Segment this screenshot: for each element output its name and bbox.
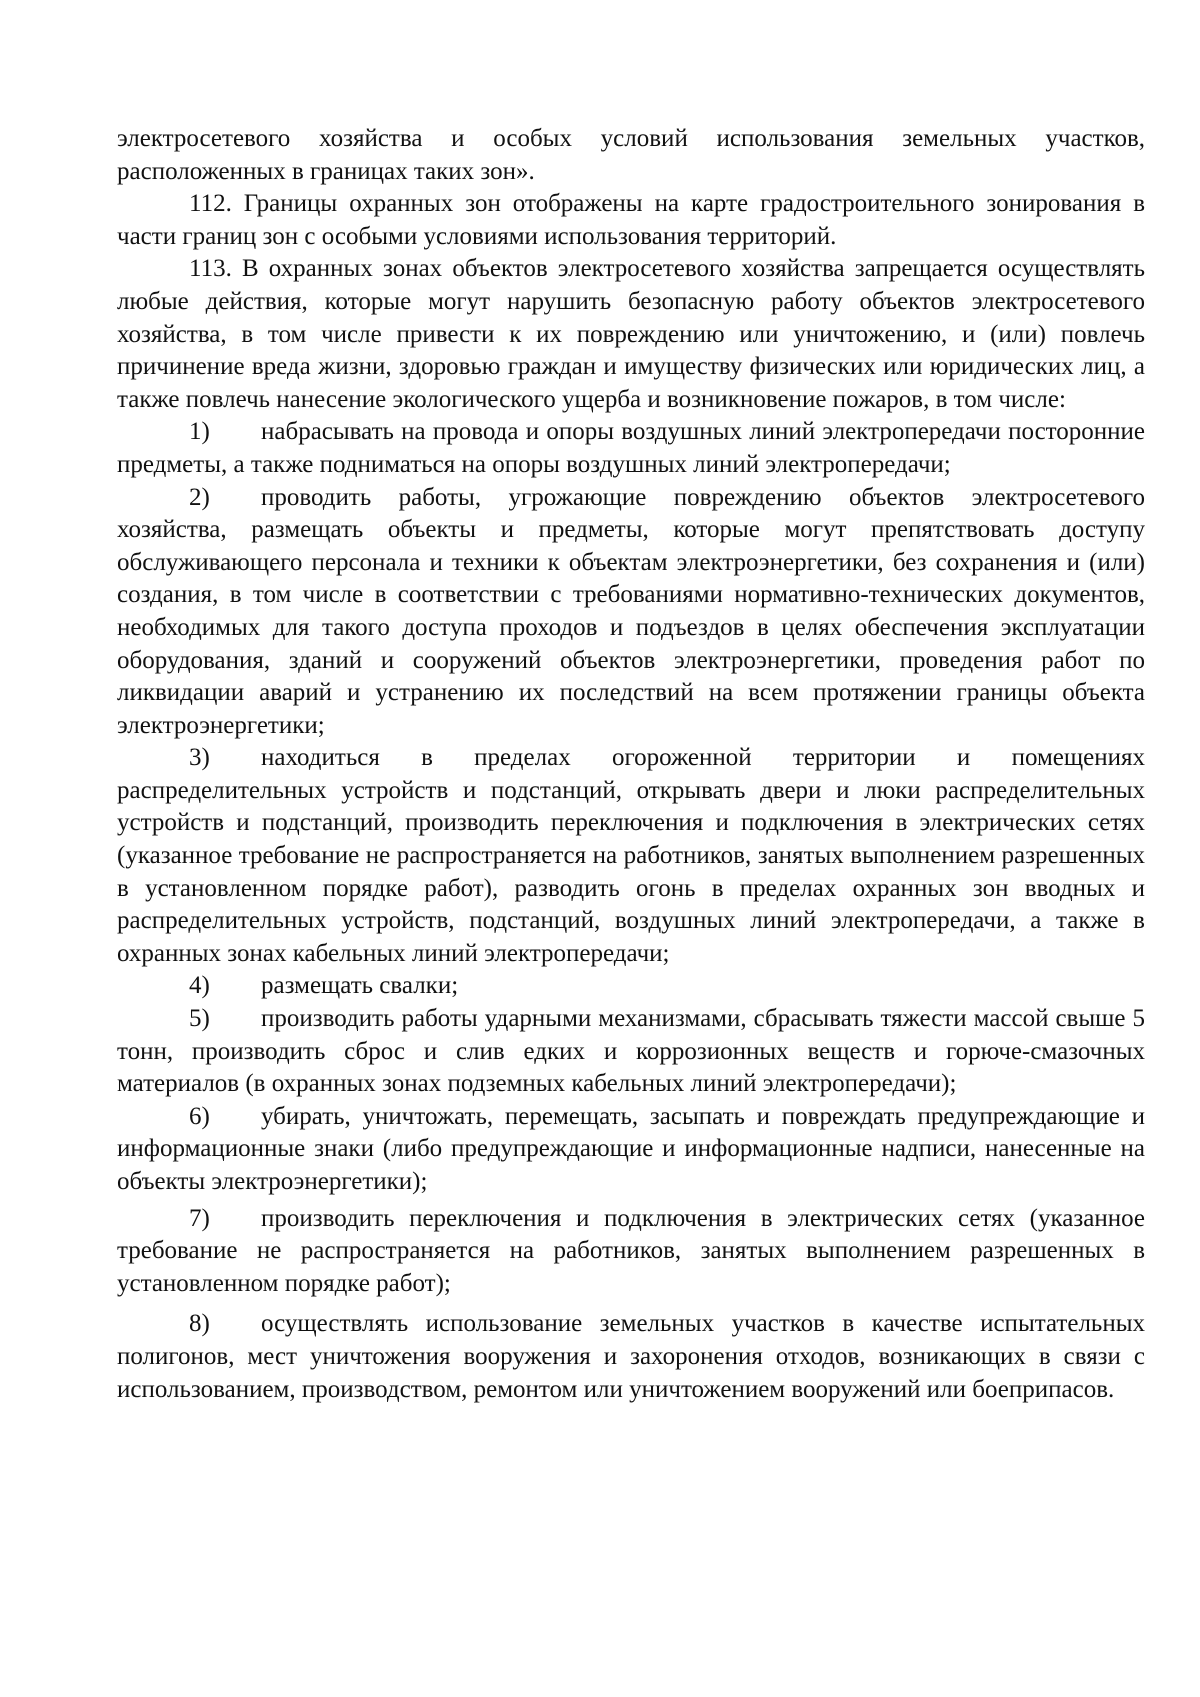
list-item-number: 5): [189, 1005, 210, 1033]
continuation-paragraph: электросетевого хозяйства и особых условий использования земельных участков, расположенных в границах таких зон».: [117, 125, 1145, 185]
document-page: [117, 123, 1145, 1406]
list-item-number: 6): [189, 1102, 210, 1130]
list-item-number: 8): [189, 1310, 210, 1338]
list-item-text: проводить работы, угрожающие повреждению объектов электросетевого хозяйства, размещать объекты и предметы, которые могут препятствовать доступу обслуживающего персонала и техники к объектам электроэнергетики, без сохранения и (или) создания, в том числе в соответствии с требованиями нормативно-технических документов, необходимых для такого доступа проходов и подъездов в целях обеспечения эксплуатации оборудования, зданий и сооружений объектов электроэнергетики, проведения работ по ликвидации аварий и устранению их последствий на всем протяжении границы объекта электроэнергетики;: [117, 483, 1145, 739]
list-item-text: находиться в пределах огороженной территории и помещениях распределительных устройств и подстанций, открывать двери и люки распределительных устройств и подстанций, производить переключения и подключения в электрических сетях (указанное требование не распространяется на работников, занятых выполнением разрешенных в установленном порядке работ), разводить огонь в пределах охранных зон вводных и распределительных устройств, подстанций, воздушных линий электропередачи, а также в охранных зонах кабельных линий электропередачи;: [117, 744, 1145, 967]
list-item-6: [117, 1101, 1145, 1199]
list-item-3: [117, 742, 1145, 970]
list-item-text: убирать, уничтожать, перемещать, засыпать и повреждать предупреждающие и информационные знаки (либо предупреждающие и информационные надписи, нанесенные на объекты электроэнергетики);: [117, 1102, 1145, 1195]
list-item-4: [117, 970, 1145, 1003]
list-item-number: 2): [189, 483, 210, 511]
list-item-2: [117, 482, 1145, 743]
list-item-number: 4): [189, 972, 210, 1000]
list-item-text: производить переключения и подключения в электрических сетях (указанное требование не распространяется на работников, занятых выполнением разрешенных в установленном порядке работ);: [117, 1204, 1145, 1297]
list-item-5: [117, 1003, 1145, 1101]
list-item-7: [117, 1203, 1145, 1301]
paragraph-112: 112. Границы охранных зон отображены на карте градостроительного зонирования в части границ зон с особыми условиями использования территорий.: [117, 190, 1145, 250]
list-item-number: 7): [189, 1204, 210, 1232]
list-item-text: осуществлять использование земельных участков в качестве испытательных полигонов, мест уничтожения вооружения и захоронения отходов, возникающих в связи с использованием, производством, ремонтом или уничтожением вооружений или боеприпасов.: [117, 1310, 1145, 1403]
list-item-number: 1): [189, 418, 210, 446]
list-item-text: набрасывать на провода и опоры воздушных линий электропередачи посторонние предметы, а также подниматься на опоры воздушных линий электропередачи;: [117, 418, 1145, 478]
list-item-1: [117, 416, 1145, 481]
list-item-text: размещать свалки;: [261, 972, 459, 1000]
list-item-8: [117, 1308, 1145, 1406]
paragraph-113: 113. В охранных зонах объектов электросетевого хозяйства запрещается осуществлять любые действия, которые могут нарушить безопасную работу объектов электросетевого хозяйства, в том числе привести к их повреждению или уничтожению, и (или) повлечь причинение вреда жизни, здоровью граждан и имуществу физических или юридических лиц, а также повлечь нанесение экологического ущерба и возникновение пожаров, в том числе:: [117, 255, 1145, 413]
list-item-text: производить работы ударными механизмами, сбрасывать тяжести массой свыше 5 тонн, производить сброс и слив едких и коррозионных веществ и горюче-смазочных материалов (в охранных зонах подземных кабельных линий электропередачи);: [117, 1005, 1145, 1098]
list-item-number: 3): [189, 744, 210, 772]
